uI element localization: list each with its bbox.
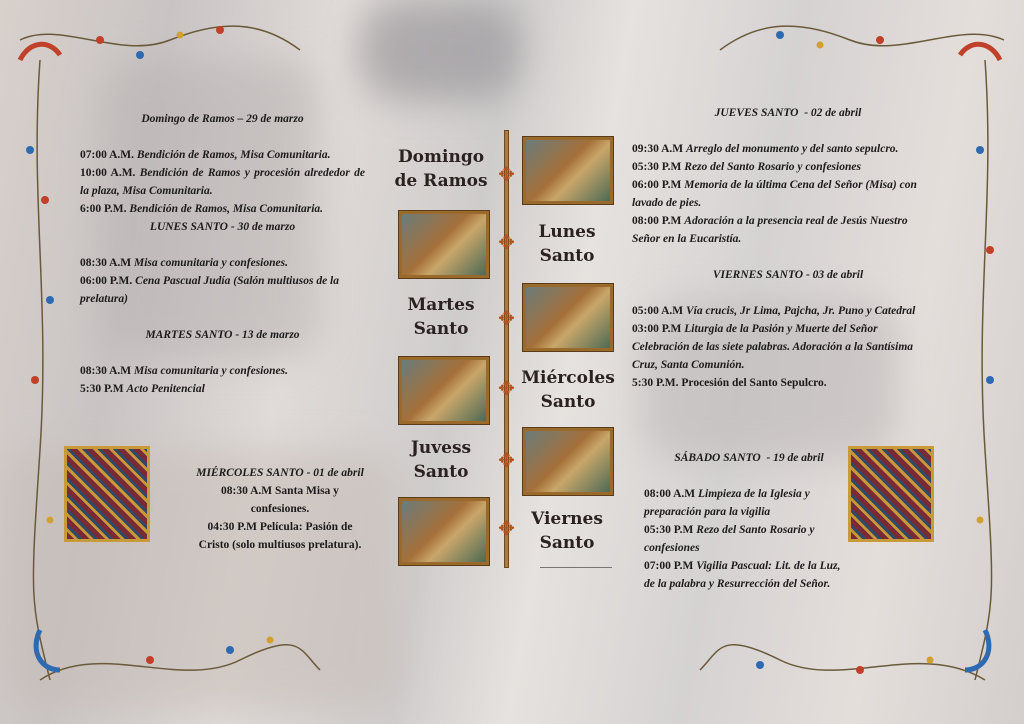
lunes-heading: LUNES SANTO - 30 de marzo — [149, 221, 296, 233]
schedule-entry: 08:30 A.M Misa comunitaria y confesiones. — [80, 365, 288, 377]
domingo-heading: Domingo de Ramos – 29 de marzo — [141, 113, 304, 125]
illuminated-initial-right — [848, 446, 934, 542]
schedule-entry: 09:30 A.M Arreglo del monumento y del santo sepulcro. — [632, 143, 899, 155]
schedule-entry: 06:00 P.M. Cena Pascual Judía (Salón multiusos de la prelatura) — [80, 275, 340, 305]
schedule-entry: 05:30 P.M Rezo del Santo Rosario y confesiones — [644, 524, 815, 554]
label-jueves: Juvess Santo — [410, 438, 472, 482]
scene-image-viernes — [399, 498, 489, 565]
schedule-entry: 6:00 P.M. Bendición de Ramos, Misa Comunitaria. — [80, 203, 324, 215]
right-schedule — [632, 104, 944, 392]
fleuron-icon: ✥ — [498, 518, 515, 540]
fleuron-icon: ✥ — [498, 450, 515, 472]
illuminated-initial-left — [64, 446, 150, 542]
schedule-entry: 07:00 P.M Vigilia Pascual: Lit. de la Luz, de la palabra y Resurrección del Señor. — [644, 560, 841, 590]
timeline-spine — [504, 130, 509, 568]
scene-image-miercoles — [399, 357, 489, 424]
schedule-entry: 08:30 A.M Santa Misa y confesiones. — [221, 485, 339, 515]
viernes-heading: VIERNES SANTO - 03 de abril — [712, 269, 864, 281]
sabado-schedule — [644, 449, 854, 593]
schedule-entry: 5:30 P.M Acto Penitencial — [80, 383, 205, 395]
schedule-entry: 03:00 P.M Liturgia de la Pasión y Muerte del Señor Celebración de las siete palabras. Adoración a la Santísima Cruz, Santa Comunión. — [632, 323, 914, 371]
label-domingo: Domingo de Ramos — [394, 147, 488, 191]
left-schedule — [80, 110, 365, 398]
fleuron-icon: ✥ — [498, 164, 515, 186]
label-martes: Martes Santo — [407, 295, 475, 339]
schedule-entry: 04:30 P.M Película: Pasión de Cristo (solo multiusos prelatura). — [198, 521, 362, 551]
scene-image-jueves — [523, 428, 613, 495]
scene-image-lunes — [399, 211, 489, 278]
miercoles-schedule — [192, 464, 368, 554]
label-lunes: Lunes Santo — [538, 222, 596, 266]
schedule-entry: 06:00 P.M Memoria de la última Cena del Señor (Misa) con lavado de pies. — [632, 179, 917, 209]
schedule-entry: 5:30 P.M. Procesión del Santo Sepulcro. — [632, 377, 827, 389]
divider — [540, 567, 612, 568]
jueves-heading: JUEVES SANTO - 02 de abril — [714, 107, 862, 119]
schedule-entry: 05:30 P.M Rezo del Santo Rosario y confesiones — [632, 161, 861, 173]
schedule-entry: 07:00 A.M. Bendición de Ramos, Misa Comunitaria. — [80, 149, 331, 161]
fleuron-icon: ✥ — [498, 308, 515, 330]
schedule-entry: 08:00 P.M Adoración a la presencia real de Jesús Nuestro Señor en la Eucaristía. — [632, 215, 908, 245]
schedule-entry: 08:30 A.M Misa comunitaria y confesiones. — [80, 257, 288, 269]
fleuron-icon: ✥ — [498, 232, 515, 254]
label-viernes: Viernes Santo — [531, 509, 603, 553]
scene-image-domingo — [523, 137, 613, 204]
schedule-entry: 05:00 A.M Vía crucis, Jr Lima, Pajcha, Jr. Puno y Catedral — [632, 305, 916, 317]
schedule-entry: 10:00 A.M. Bendición de Ramos y procesión alrededor de la plaza, Misa Comunitaria. — [80, 167, 366, 197]
miercoles-heading: MIÉRCOLES SANTO - 01 de abril — [196, 467, 364, 479]
scene-image-martes — [523, 284, 613, 351]
label-miercoles: Miércoles Santo — [521, 368, 615, 412]
martes-heading: MARTES SANTO - 13 de marzo — [145, 329, 300, 341]
fleuron-icon: ✥ — [498, 378, 515, 400]
sabado-heading: SÁBADO SANTO - 19 de abril — [674, 452, 824, 464]
schedule-entry: 08:00 A.M Limpieza de la Iglesia y preparación para la vigilia — [644, 488, 810, 518]
